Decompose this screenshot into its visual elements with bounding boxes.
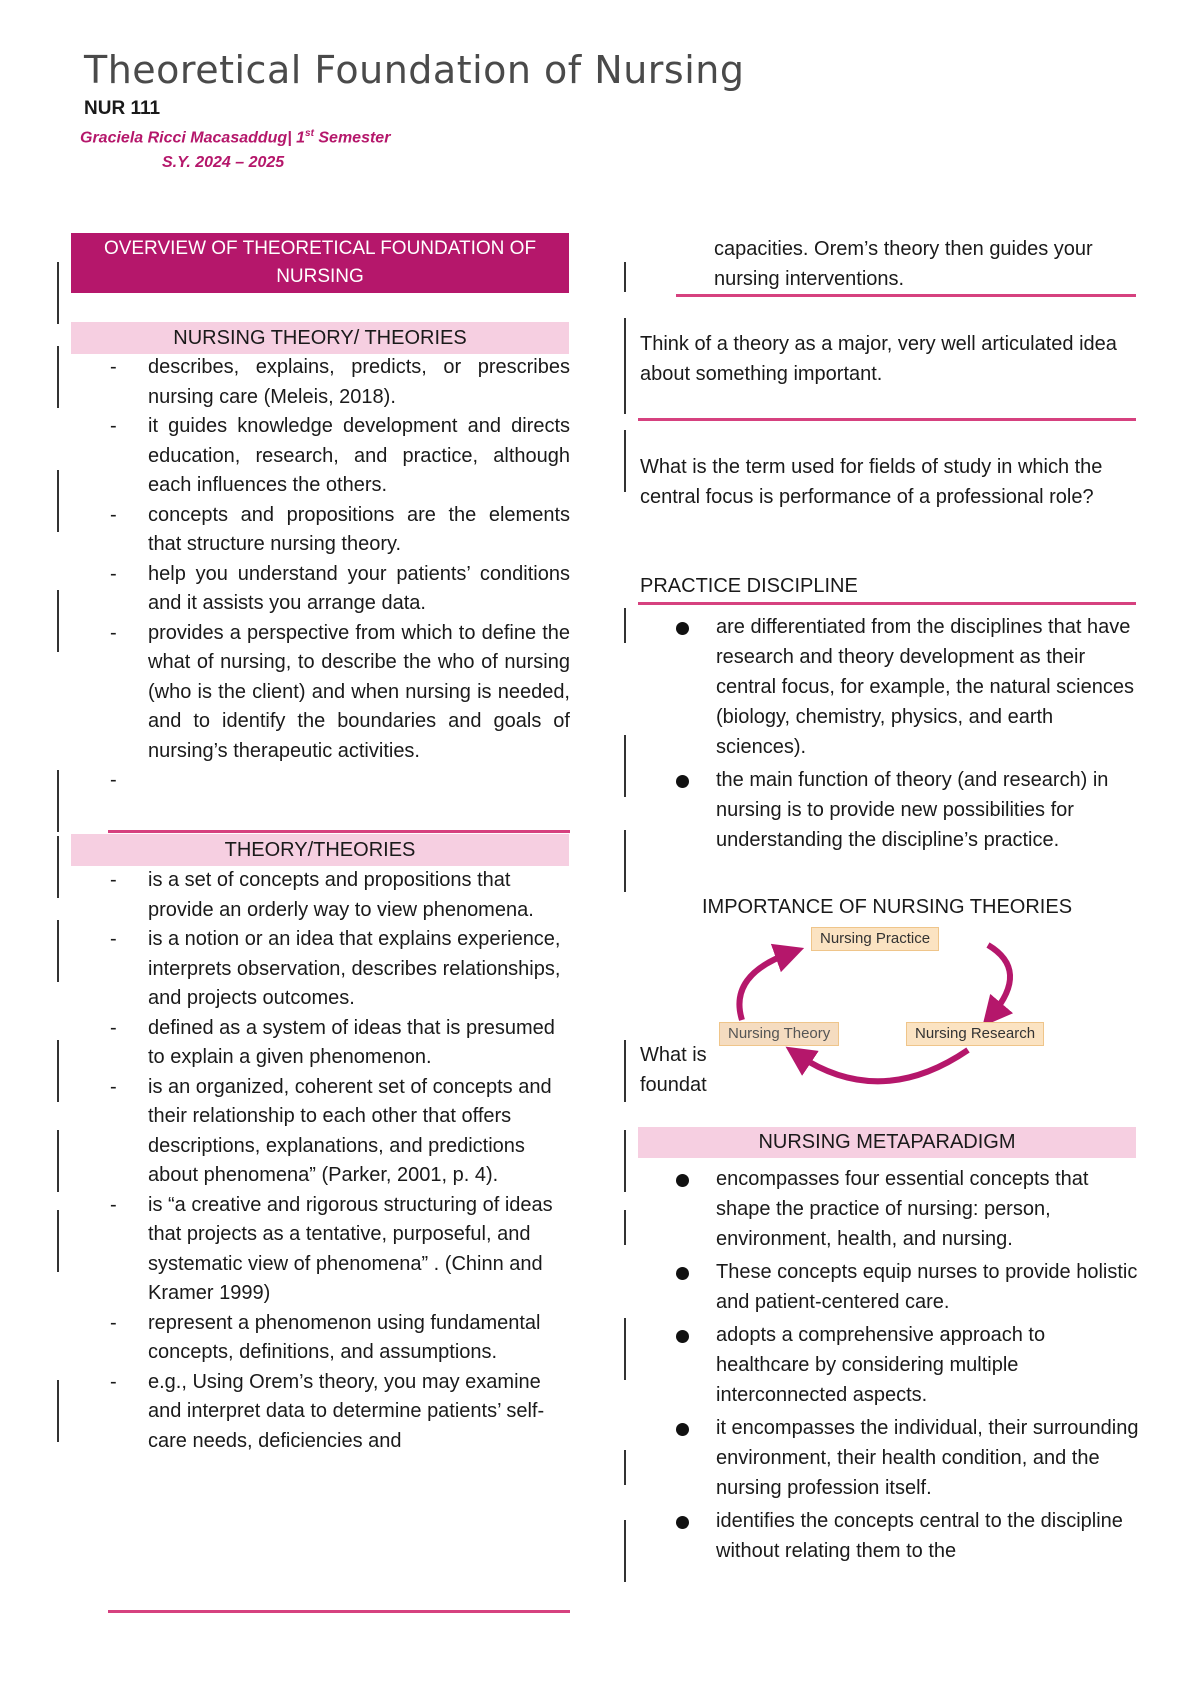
list-item bbox=[666, 1164, 1144, 1254]
list-item: - provides a perspective from which to define the what of nursing, to describe the who of nursing (who is the client) and when nursing is needed, and to identify the boundaries and goals of nursing’s therapeutic activities. bbox=[108, 619, 570, 767]
nursing-theory-heading: NURSING THEORY/ THEORIES bbox=[71, 322, 569, 354]
margin-bar bbox=[57, 770, 59, 832]
overview-heading: OVERVIEW OF THEORETICAL FOUNDATION OF NURSING bbox=[71, 233, 569, 293]
margin-bar bbox=[57, 836, 59, 898]
list-item-text: adopts a comprehensive approach to healthcare by considering multiple interconnected aspects. bbox=[716, 1324, 1046, 1406]
think-text: Think of a theory as a major, very well articulated idea about something important. bbox=[640, 333, 1117, 385]
section-divider bbox=[108, 830, 570, 833]
author-ordinal: st bbox=[305, 128, 314, 139]
practice-heading: PRACTICE DISCIPLINE bbox=[640, 575, 858, 597]
school-year: S.Y. 2024 – 2025 bbox=[162, 154, 285, 171]
question-text: What is the term used for fields of study in which the central focus is performance of a professional role? bbox=[640, 456, 1103, 508]
margin-bar bbox=[624, 735, 626, 797]
importance-heading: IMPORTANCE OF NURSING THEORIES bbox=[702, 896, 1073, 918]
margin-bar bbox=[624, 318, 626, 414]
list-item-text: identifies the concepts central to the discipline without relating them to the bbox=[716, 1510, 1123, 1562]
margin-bar bbox=[624, 608, 626, 643]
bullet-icon bbox=[676, 1330, 689, 1343]
margin-bar bbox=[624, 830, 626, 892]
obscured-text-line: foundat bbox=[640, 1073, 707, 1096]
orem-continuation: capacities. Orem’s theory then guides your nursing interventions. bbox=[714, 238, 1093, 290]
list-item: - e.g., Using Orem’s theory, you may examine and interpret data to determine patients’ self-care needs, deficiencies and bbox=[108, 1368, 570, 1457]
list-item-text: encompasses four essential concepts that shape the practice of nursing: person, environment, health, and nursing. bbox=[716, 1168, 1089, 1250]
margin-bar bbox=[624, 1520, 626, 1582]
list-item: - it guides knowledge development and directs education, research, and practice, although each influences the others. bbox=[108, 412, 570, 501]
theory-list-block bbox=[108, 866, 570, 1456]
margin-bar bbox=[57, 1040, 59, 1102]
list-item bbox=[666, 1413, 1144, 1503]
bullet-icon bbox=[676, 1516, 689, 1529]
list-item: - is an organized, coherent set of concepts and their relationship to each other that offers descriptions, explanations, and predictions about phenomena” (Parker, 2001, p. 4). bbox=[108, 1073, 570, 1191]
cycle-arrow bbox=[798, 1050, 968, 1081]
list-item bbox=[666, 612, 1144, 762]
cycle-box-practice: Nursing Practice bbox=[811, 927, 939, 951]
margin-bar bbox=[57, 1380, 59, 1442]
margin-bar bbox=[57, 346, 59, 408]
margin-bar bbox=[57, 1130, 59, 1192]
practice-list bbox=[666, 612, 1144, 855]
section-divider bbox=[638, 602, 1136, 605]
list-item-text: it encompasses the individual, their surrounding environment, their health condition, and the nursing profession itself. bbox=[716, 1417, 1139, 1499]
margin-bar bbox=[624, 1040, 626, 1102]
list-item: - describes, explains, predicts, or prescribes nursing care (Meleis, 2018). bbox=[108, 353, 570, 412]
list-item bbox=[666, 1506, 1144, 1566]
margin-bar bbox=[624, 262, 626, 292]
metaparadigm-list-block bbox=[666, 1164, 1144, 1569]
obscured-text-line: What is bbox=[640, 1044, 707, 1066]
nursing-theory-list-block bbox=[108, 353, 570, 796]
list-item-text: These concepts equip nurses to provide holistic and patient-centered care. bbox=[716, 1261, 1138, 1313]
margin-bar bbox=[624, 1450, 626, 1485]
cycle-box-research: Nursing Research bbox=[906, 1022, 1044, 1046]
margin-bar bbox=[624, 1130, 626, 1192]
margin-bar bbox=[57, 590, 59, 652]
bullet-icon bbox=[676, 1423, 689, 1436]
section-divider bbox=[676, 294, 1136, 297]
list-item-text: the main function of theory (and research) in nursing is to provide new possibilities for understanding the discipline’s practice. bbox=[716, 769, 1109, 851]
nursing-theory-list bbox=[108, 353, 570, 796]
course-code: NUR 111 bbox=[84, 98, 161, 119]
margin-bar bbox=[57, 1210, 59, 1272]
list-item: - help you understand your patients’ conditions and it assists you arrange data. bbox=[108, 560, 570, 619]
margin-bar bbox=[57, 920, 59, 982]
margin-bar bbox=[624, 430, 626, 492]
cycle-box-theory: Nursing Theory bbox=[719, 1022, 839, 1046]
list-item-text: are differentiated from the disciplines that have research and theory development as their central focus, for example, the natural sciences (biology, chemistry, physics, and earth sciences). bbox=[716, 616, 1134, 758]
list-item bbox=[666, 765, 1144, 855]
section-divider bbox=[638, 418, 1136, 421]
theory-list bbox=[108, 866, 570, 1456]
author-semester: Semester bbox=[313, 129, 391, 147]
list-item bbox=[666, 1257, 1144, 1317]
author-line bbox=[80, 128, 390, 147]
obscured-text bbox=[640, 1041, 720, 1100]
section-divider bbox=[108, 1610, 570, 1613]
list-item: - is “a creative and rigorous structuring of ideas that projects as a tentative, purposeful, and systematic view of phenomena” . (Chinn and Kramer 1999) bbox=[108, 1191, 570, 1309]
list-item: - represent a phenomenon using fundamental concepts, definitions, and assumptions. bbox=[108, 1309, 570, 1368]
list-item: - defined as a system of ideas that is presumed to explain a given phenomenon. bbox=[108, 1014, 570, 1073]
list-item bbox=[666, 1320, 1144, 1410]
bullet-icon bbox=[676, 622, 689, 635]
list-item bbox=[108, 766, 570, 796]
list-item: - concepts and propositions are the elements that structure nursing theory. bbox=[108, 501, 570, 560]
list-item: - is a notion or an idea that explains experience, interprets observation, describes relationships, and projects outcomes. bbox=[108, 925, 570, 1014]
cycle-arrow bbox=[988, 945, 1010, 1015]
practice-list-block bbox=[666, 612, 1144, 858]
margin-bar bbox=[624, 1318, 626, 1380]
bullet-icon bbox=[676, 1174, 689, 1187]
bullet-icon bbox=[676, 775, 689, 788]
margin-bar bbox=[624, 1210, 626, 1245]
theory-heading: THEORY/THEORIES bbox=[71, 834, 569, 866]
margin-bar bbox=[57, 262, 59, 324]
bullet-icon bbox=[676, 1267, 689, 1280]
metaparadigm-heading: NURSING METAPARADIGM bbox=[638, 1127, 1136, 1158]
document-title: Theoretical Foundation of Nursing bbox=[84, 48, 745, 92]
cycle-arrow bbox=[739, 953, 790, 1020]
author-name: Graciela Ricci Macasaddug| 1 bbox=[80, 129, 306, 147]
margin-bar bbox=[57, 470, 59, 532]
list-item: - is a set of concepts and propositions that provide an orderly way to view phenomena. bbox=[108, 866, 570, 925]
metaparadigm-list bbox=[666, 1164, 1144, 1566]
